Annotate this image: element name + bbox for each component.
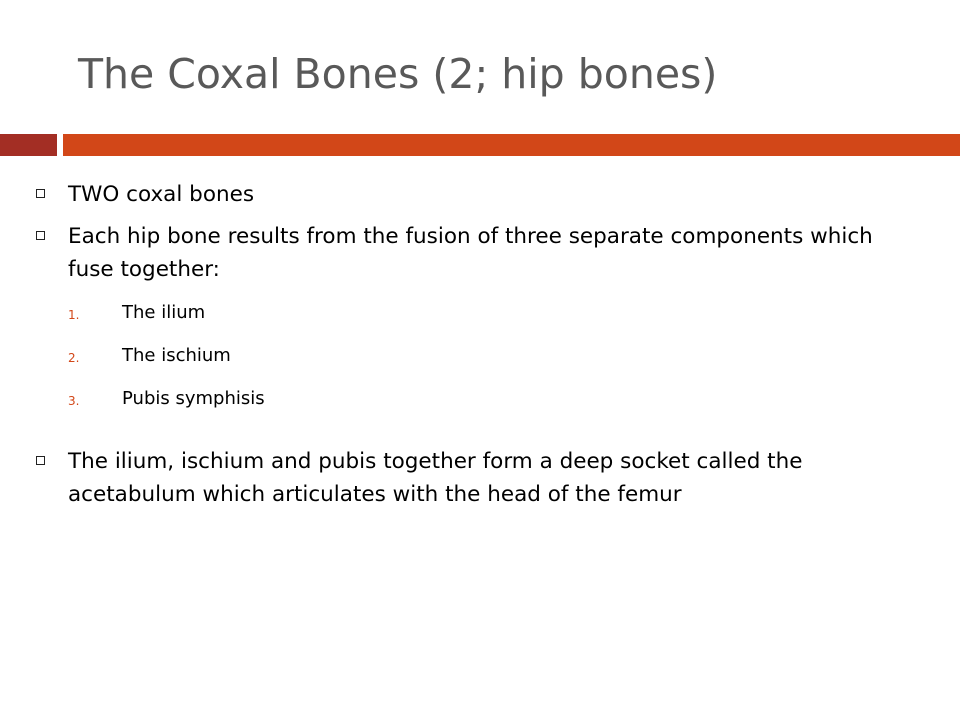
numbered-sublist: [36, 301, 916, 411]
numbered-item: [36, 344, 916, 368]
numbered-item: [36, 301, 916, 325]
numbered-item-text: The ilium: [122, 302, 206, 323]
square-bullet-icon: [36, 231, 45, 240]
slide-body: [36, 178, 916, 511]
numbered-item: [36, 387, 916, 411]
bullet-item: [36, 445, 916, 511]
square-bullet-icon: [36, 456, 45, 465]
slide-title: The Coxal Bones (2; hip bones): [78, 50, 718, 98]
bullet-text: TWO coxal bones: [68, 182, 255, 207]
title-rule-left: [0, 134, 57, 156]
bullet-item: [36, 178, 916, 211]
numbered-item-text: Pubis symphisis: [122, 388, 265, 409]
list-number: 2.: [68, 351, 80, 365]
bullet-text: Each hip bone results from the fusion of three separate components which fuse together:: [68, 224, 873, 282]
list-number: 3.: [68, 394, 80, 408]
numbered-item-text: The ischium: [122, 345, 231, 366]
bullet-item: [36, 220, 916, 286]
square-bullet-icon: [36, 189, 45, 198]
title-rule-right: [63, 134, 960, 156]
list-number: 1.: [68, 308, 80, 322]
bullet-text: The ilium, ischium and pubis together form a deep socket called the acetabulum which articulates with the head of the femur: [68, 449, 803, 507]
